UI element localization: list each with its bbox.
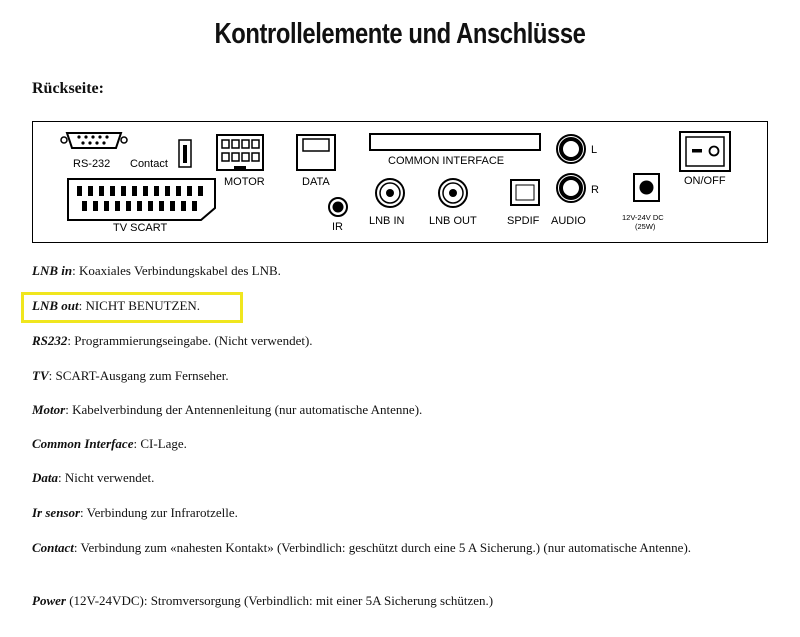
- audio-l-connector-icon: [557, 135, 585, 163]
- description-motor: Motor: Kabelverbindung der Antennenleitung (nur automatische Antenne).: [32, 402, 423, 417]
- description-term: Data: [32, 470, 58, 485]
- rs232-label: RS-232: [73, 158, 111, 170]
- description-text: Verbindung zur Infrarotzelle.: [83, 505, 238, 520]
- description-data: Data: Nicht verwendet.: [32, 470, 155, 485]
- power-watt-label: (25W): [635, 222, 656, 231]
- contact-connector-icon: [179, 140, 191, 167]
- rs232-connector-icon: [61, 133, 127, 148]
- common-interface-label: COMMON INTERFACE: [388, 155, 505, 167]
- motor-label: MOTOR: [224, 176, 265, 188]
- page-title: Kontrollelemente und Anschlüsse: [214, 18, 586, 50]
- description-text: CI-Lage.: [137, 436, 187, 451]
- description-term: LNB in: [32, 263, 73, 278]
- description-term: RS232: [32, 333, 68, 348]
- lnb-in-connector-icon: [376, 179, 404, 207]
- description-lnb-in: LNB in: Koaxiales Verbindungskabel des LNB.: [32, 263, 281, 278]
- description-text: Nicht verwendet.: [61, 470, 155, 485]
- audio-label: AUDIO: [551, 215, 586, 227]
- description-text: (12V-24VDC): Stromversorgung (Verbindlich: mit einer 5A Sicherung schützen.): [65, 593, 494, 608]
- power-switch-icon: [680, 132, 730, 171]
- description-rs232: RS232: Programmierungseingabe. (Nicht verwendet).: [32, 333, 313, 348]
- data-connector-icon: [297, 135, 335, 170]
- ir-sensor-icon: [329, 198, 347, 216]
- description-term: Motor: [32, 402, 66, 417]
- description-term: TV: [32, 368, 49, 383]
- description-contact: Contact: Verbindung zum «nahesten Kontakt» (Verbindlich: geschützt durch eine 5 A Sicherung.) (nur automatische Antenne).: [32, 540, 692, 555]
- description-term: Contact: [32, 540, 74, 555]
- description-text: NICHT BENUTZEN.: [82, 298, 201, 313]
- description-lnb-out: LNB out: NICHT BENUTZEN.: [32, 298, 201, 313]
- contact-label: Contact: [130, 158, 168, 170]
- scart-connector-icon: [68, 179, 215, 220]
- section-subtitle: Rückseite:: [32, 80, 104, 97]
- audio-r-connector-icon: [557, 174, 585, 202]
- lnb-out-label: LNB OUT: [429, 215, 477, 227]
- tv-scart-label: TV SCART: [113, 222, 168, 234]
- description-text: Kabelverbindung der Antennenleitung (nur automatische Antenne).: [68, 402, 423, 417]
- on-off-label: ON/OFF: [684, 175, 726, 187]
- ir-label: IR: [332, 221, 343, 233]
- description-ir-sensor: Ir sensor: Verbindung zur Infrarotzelle.: [32, 505, 238, 520]
- description-text: Programmierungseingabe. (Nicht verwendet).: [71, 333, 313, 348]
- description-term: Power: [32, 593, 66, 608]
- spdif-label: SPDIF: [507, 215, 540, 227]
- description-common-interface: Common Interface: CI-Lage.: [32, 436, 187, 451]
- audio-l-label: L: [591, 144, 598, 156]
- description-term: Common Interface: [32, 436, 134, 451]
- motor-connector-icon: [217, 135, 263, 171]
- common-interface-slot-icon: [370, 134, 540, 150]
- data-label: DATA: [302, 176, 330, 188]
- description-text: Koaxiales Verbindungskabel des LNB.: [75, 263, 281, 278]
- lnb-in-label: LNB IN: [369, 215, 405, 227]
- description-term: LNB out: [32, 298, 79, 313]
- rear-panel-diagram: [32, 121, 768, 243]
- description-text: Verbindung zum «nahesten Kontakt» (Verbindlich: geschützt durch eine 5 A Sicherung.) (nur automatische Antenne).: [77, 540, 692, 555]
- spdif-connector-icon: [511, 180, 539, 205]
- description-text: SCART-Ausgang zum Fernseher.: [52, 368, 229, 383]
- lnb-out-connector-icon: [439, 179, 467, 207]
- audio-r-label: R: [591, 184, 599, 196]
- description-power: [32, 592, 493, 610]
- description-term: Ir sensor: [32, 505, 81, 520]
- dc-power-jack-icon: [634, 174, 659, 201]
- power-voltage-label: 12V-24V DC: [622, 213, 664, 222]
- description-tv: TV: SCART-Ausgang zum Fernseher.: [32, 368, 229, 383]
